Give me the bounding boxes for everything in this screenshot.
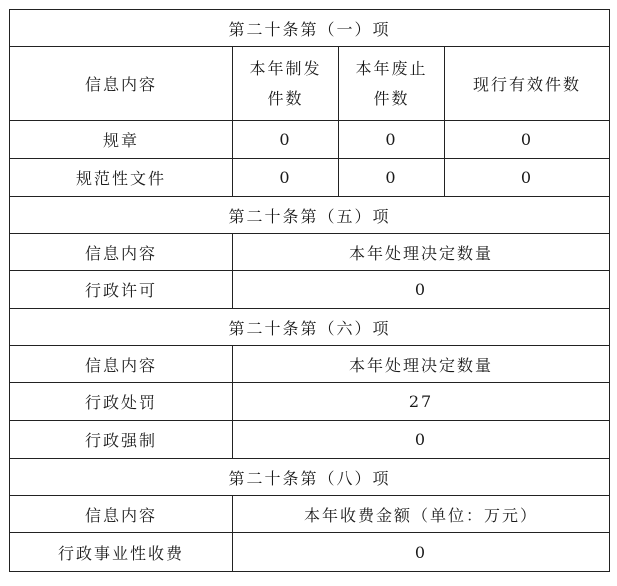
cell-value: 0 xyxy=(339,159,445,197)
header-info-content: 信息内容 xyxy=(10,346,233,383)
section-title: 第二十条第（五）项 xyxy=(10,197,610,234)
header-info-content: 信息内容 xyxy=(10,47,233,121)
header-row xyxy=(10,234,610,271)
cell-value: 0 xyxy=(445,121,610,159)
section-title: 第二十条第（六）项 xyxy=(10,309,610,346)
section-title-row xyxy=(10,10,610,47)
cell-value: 0 xyxy=(233,421,610,459)
header-decision-count: 本年处理决定数量 xyxy=(233,346,610,383)
header-fee-amount: 本年收费金额（单位：万元） xyxy=(233,496,610,533)
cell-value: 0 xyxy=(233,533,610,572)
section-title: 第二十条第（一）项 xyxy=(10,10,610,47)
section-title-row xyxy=(10,197,610,234)
header-effective-count: 现行有效件数 xyxy=(445,47,610,121)
header-issued-count: 本年制发 件数 xyxy=(233,47,339,121)
header-decision-count: 本年处理决定数量 xyxy=(233,234,610,271)
row-label: 规章 xyxy=(10,121,233,159)
row-label: 行政强制 xyxy=(10,421,233,459)
cell-value: 0 xyxy=(233,271,610,309)
header-repealed-count: 本年废止 件数 xyxy=(339,47,445,121)
header-row xyxy=(10,47,610,121)
header-row xyxy=(10,496,610,533)
table-row xyxy=(10,159,610,197)
row-label: 规范性文件 xyxy=(10,159,233,197)
section-title: 第二十条第（八）项 xyxy=(10,459,610,496)
section-title-row xyxy=(10,459,610,496)
table-row xyxy=(10,533,610,572)
header-info-content: 信息内容 xyxy=(10,496,233,533)
row-label: 行政事业性收费 xyxy=(10,533,233,572)
row-label: 行政处罚 xyxy=(10,383,233,421)
table-row xyxy=(10,271,610,309)
table-row xyxy=(10,383,610,421)
cell-value: 0 xyxy=(233,159,339,197)
header-row xyxy=(10,346,610,383)
cell-value: 0 xyxy=(233,121,339,159)
table-row xyxy=(10,121,610,159)
disclosure-table xyxy=(9,9,610,572)
header-info-content: 信息内容 xyxy=(10,234,233,271)
row-label: 行政许可 xyxy=(10,271,233,309)
cell-value: 0 xyxy=(445,159,610,197)
cell-value: 0 xyxy=(339,121,445,159)
table-row xyxy=(10,421,610,459)
cell-value: 27 xyxy=(233,383,610,421)
section-title-row xyxy=(10,309,610,346)
